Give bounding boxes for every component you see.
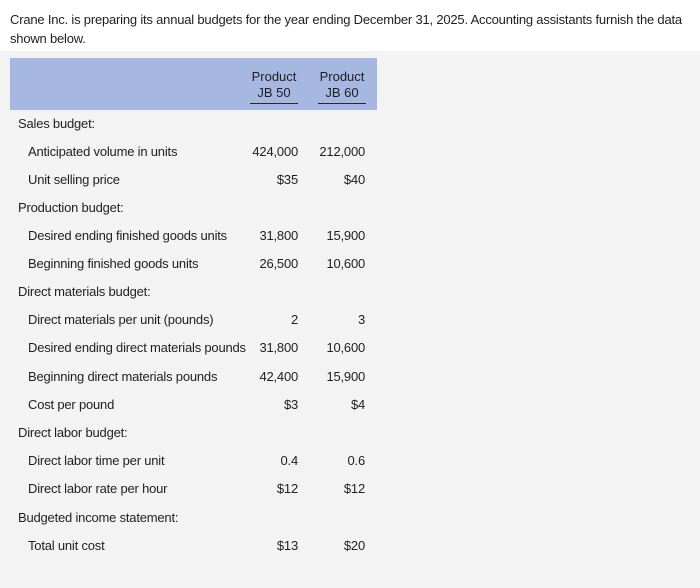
column-header-line: JB 60 [325, 85, 359, 100]
table-row [0, 396, 700, 414]
value-jb60: 3 [357, 312, 365, 327]
table-row [0, 452, 700, 470]
row-label: Beginning direct materials pounds [28, 369, 218, 384]
value-jb50: $13 [276, 538, 298, 553]
column-header-jb60 [312, 69, 372, 101]
problem-intro: Crane Inc. is preparing its annual budgets for the year ending December 31, 2025. Accounting assistants furnish the data shown below. [10, 12, 682, 46]
row-label: Desired ending direct materials pounds [28, 340, 246, 355]
value-jb50: 424,000 [252, 144, 298, 159]
section-row [0, 199, 700, 217]
row-label: Direct materials per unit (pounds) [28, 312, 214, 327]
table-row [0, 339, 700, 357]
row-label: Anticipated volume in units [28, 144, 178, 159]
section-label: Budgeted income statement: [18, 510, 179, 525]
row-label: Beginning finished goods units [28, 256, 199, 271]
value-jb60: 10,600 [326, 340, 365, 355]
header-underline [250, 103, 298, 104]
table-row [0, 143, 700, 161]
table-row [0, 537, 700, 555]
column-header-jb50 [244, 69, 304, 101]
section-label: Direct materials budget: [18, 284, 151, 299]
value-jb50: 0.4 [280, 453, 298, 468]
value-jb50: 31,800 [259, 228, 298, 243]
table-row [0, 368, 700, 386]
row-label: Total unit cost [28, 538, 105, 553]
value-jb60: $12 [343, 481, 365, 496]
value-jb60: $4 [350, 397, 365, 412]
value-jb60: $20 [343, 538, 365, 553]
row-label: Desired ending finished goods units [28, 228, 227, 243]
table-row [0, 171, 700, 189]
table-row [0, 227, 700, 245]
value-jb60: $40 [343, 172, 365, 187]
value-jb50: 2 [290, 312, 298, 327]
row-label: Cost per pound [28, 397, 115, 412]
section-label: Sales budget: [18, 116, 95, 131]
value-jb50: $3 [283, 397, 298, 412]
value-jb50: 26,500 [259, 256, 298, 271]
table-row [0, 480, 700, 498]
row-label: Direct labor time per unit [28, 453, 165, 468]
value-jb50: $12 [276, 481, 298, 496]
row-label: Unit selling price [28, 172, 120, 187]
section-row [0, 115, 700, 133]
section-label: Production budget: [18, 200, 124, 215]
value-jb50: 31,800 [259, 340, 298, 355]
column-header-line: Product [251, 69, 297, 84]
table-row [0, 311, 700, 329]
section-row [0, 509, 700, 527]
table-row [0, 255, 700, 273]
value-jb60: 212,000 [319, 144, 365, 159]
row-label: Direct labor rate per hour [28, 481, 168, 496]
section-row [0, 283, 700, 301]
value-jb60: 15,900 [326, 369, 365, 384]
value-jb60: 15,900 [326, 228, 365, 243]
value-jb50: 42,400 [259, 369, 298, 384]
value-jb60: 10,600 [326, 256, 365, 271]
value-jb60: 0.6 [347, 453, 365, 468]
value-jb50: $35 [276, 172, 298, 187]
header-underline [318, 103, 366, 104]
section-label: Direct labor budget: [18, 425, 128, 440]
column-header-line: JB 50 [257, 85, 291, 100]
column-header-line: Product [319, 69, 365, 84]
section-row [0, 424, 700, 442]
